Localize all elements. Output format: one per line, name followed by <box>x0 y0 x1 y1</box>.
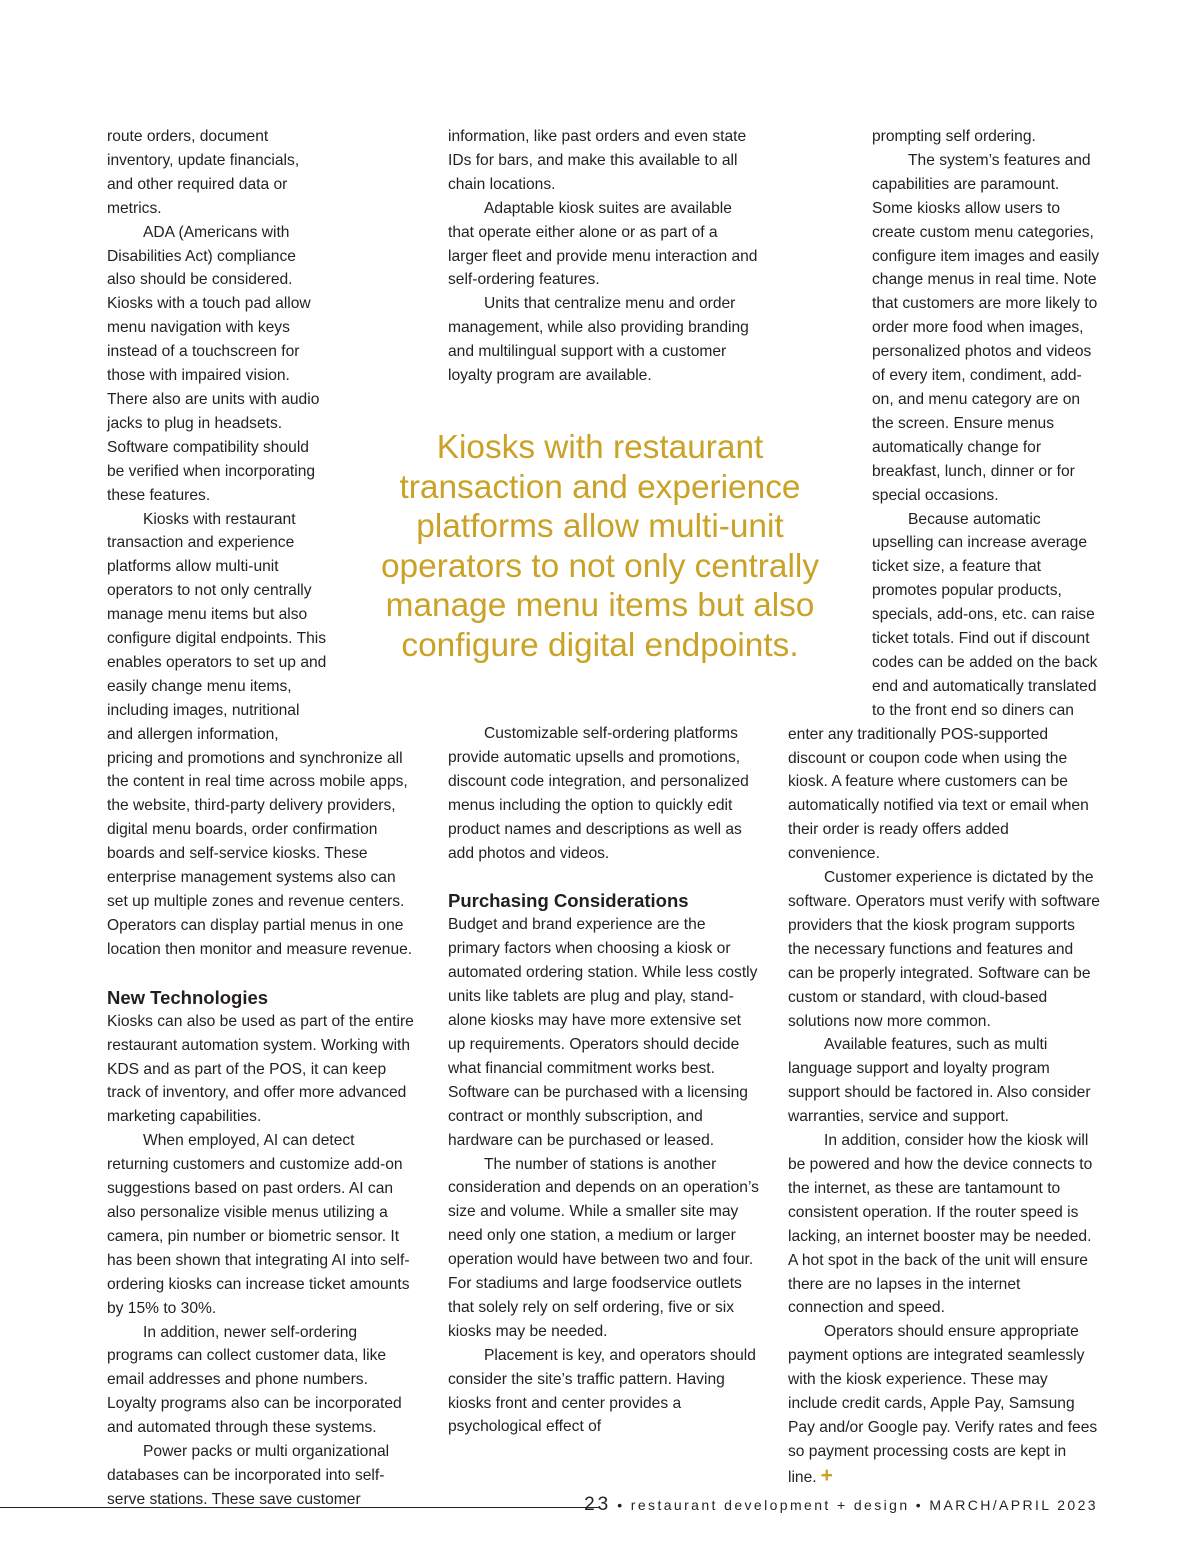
paragraph: route orders, document inventory, update financials, and other required data or metrics. <box>107 128 300 217</box>
paragraph: In addition, newer self-ordering programs can collect customer data, like email addresses and phone numbers. Loyalty programs also can be incorporated and automated through these systems. <box>107 1323 402 1437</box>
column-2-upper <box>448 125 760 388</box>
page-number: 23 <box>584 1494 612 1515</box>
footer <box>584 1494 1098 1516</box>
paragraph-text: Operators should ensure appropriate payment options are integrated seamlessly with the kiosk experience. These may include credit cards, Apple Pay, Samsung Pay and/or Google pay. Verify rates and fees so payment processing costs are kept in line. <box>788 1323 1098 1486</box>
footer-publication: • restaurant development + design • MARCH/APRIL 2023 <box>617 1497 1098 1513</box>
paragraph: In addition, consider how the kiosk will be powered and how the device connects to the internet, as these are tantamount to consistent operation. If the router speed is lacking, an internet booster may be needed. A hot spot in the back of the unit will ensure there are no lapses in the internet connection and speed. <box>788 1132 1093 1317</box>
footer-rule <box>0 1507 600 1508</box>
paragraph: Because automatic upselling can increase average ticket size, a feature that promotes popular products, specials, add-ons, etc. can raise ticket totals. Find out if discount codes can be added on the back end and automatically translated to the front end so diners can enter any traditionally POS-supported discount or coupon code when using the kiosk. A feature where customers can be automatically notified via text or email when their order is ready offers added convenience. <box>788 510 1098 863</box>
column-1 <box>107 125 419 1512</box>
paragraph: The system’s features and capabilities are paramount. Some kiosks allow users to create custom menu categories, configure item images and easily change menus in real time. Note that customers are more likely to order more food when images, personalized photos and videos of every item, condiment, add-on, and menu category are on the screen. Ensure menus automatically change for breakfast, lunch, dinner or for special occasions. <box>872 151 1100 504</box>
paragraph: The number of stations is another consideration and depends on an operation’s size and volume. While a smaller site may need only one station, a medium or larger operation would have between two and four. For stadiums and large foodservice outlets that solely rely on self ordering, five or six kiosks may be needed. <box>448 1155 759 1340</box>
pull-quote: Kiosks with restaurant transaction and experience platforms allow multi-unit operators to not only centrally manage menu items but also configure digital endpoints. <box>380 429 820 664</box>
paragraph: Kiosks with restaurant transaction and experience platforms allow multi-unit operators to not only centrally manage menu items but also configure digital endpoints. This enables operators to set up and easily change menu items, including images, nutritional and allergen information, pricing and promotions and synchronize all the content in real time across mobile apps, the website, third-party delivery providers, digital menu boards, order confirmation boards and self-service kiosks. These enterprise management systems also can set up multiple zones and revenue centers. Operators can display partial menus in one location then monitor and measure revenue. <box>107 510 413 958</box>
column-3 <box>788 125 1100 1490</box>
paragraph: Placement is key, and operators should consider the site’s traffic pattern. Having kiosks front and center provides a psychological effect of <box>448 1346 756 1436</box>
paragraph: Kiosks can also be used as part of the entire restaurant automation system. Working with KDS and as part of the POS, it can keep track of inventory, and offer more advanced marketing capabilities. <box>107 1012 414 1126</box>
column-2-lower <box>448 722 760 1439</box>
paragraph: Available features, such as multi language support and loyalty program support should be factored in. Also consider warranties, service and support. <box>788 1036 1091 1126</box>
paragraph: ADA (Americans with Disabilities Act) compliance also should be considered. Kiosks with a touch pad allow menu navigation with keys instead of a touchscreen for those with impaired vision. There also are units with audio jacks to plug in headsets. Software compatibility should be verified when incorporating these features. <box>107 223 320 504</box>
end-mark-plus-icon: + <box>820 1463 833 1487</box>
paragraph: prompting self ordering. <box>872 128 1036 145</box>
paragraph: When employed, AI can detect returning customers and customize add-on suggestions based on past orders. AI can also personalize visible menus utilizing a camera, pin number or biometric sensor. It has been shown that integrating AI into self-ordering kiosks can increase ticket amounts by 15% to 30%. <box>107 1132 410 1317</box>
paragraph: information, like past orders and even state IDs for bars, and make this available to all chain locations. <box>448 128 747 193</box>
section-heading-purchasing-considerations: Purchasing Considerations <box>448 890 689 912</box>
section-heading-new-technologies: New Technologies <box>107 986 269 1008</box>
paragraph: Adaptable kiosk suites are available that operate either alone or as part of a larger fleet and provide menu interaction and self-ordering features. <box>448 199 758 289</box>
paragraph: Power packs or multi organizational databases can be incorporated into self-serve stations. These save customer <box>107 1443 390 1508</box>
paragraph-final <box>788 1320 1100 1489</box>
paragraph: Budget and brand experience are the primary factors when choosing a kiosk or automated ordering station. While less costly units like tablets are plug and play, stand-alone kiosks may have more extensive set up requirements. Operators should decide what financial commitment works best. Software can be purchased with a licensing contract or monthly subscription, and hardware can be purchased or leased. <box>448 916 758 1149</box>
paragraph: Customer experience is dictated by the software. Operators must verify with software providers that the kiosk program supports the necessary functions and features and can be properly integrated. Software can be custom or standard, with cloud-based solutions now more common. <box>788 869 1100 1030</box>
paragraph: Customizable self-ordering platforms provide automatic upsells and promotions, discount code integration, and personalized menus including the option to quickly edit product names and descriptions as well as add photos and videos. <box>448 725 749 862</box>
paragraph: Units that centralize menu and order management, while also providing branding and multilingual support with a customer loyalty program are available. <box>448 295 749 385</box>
